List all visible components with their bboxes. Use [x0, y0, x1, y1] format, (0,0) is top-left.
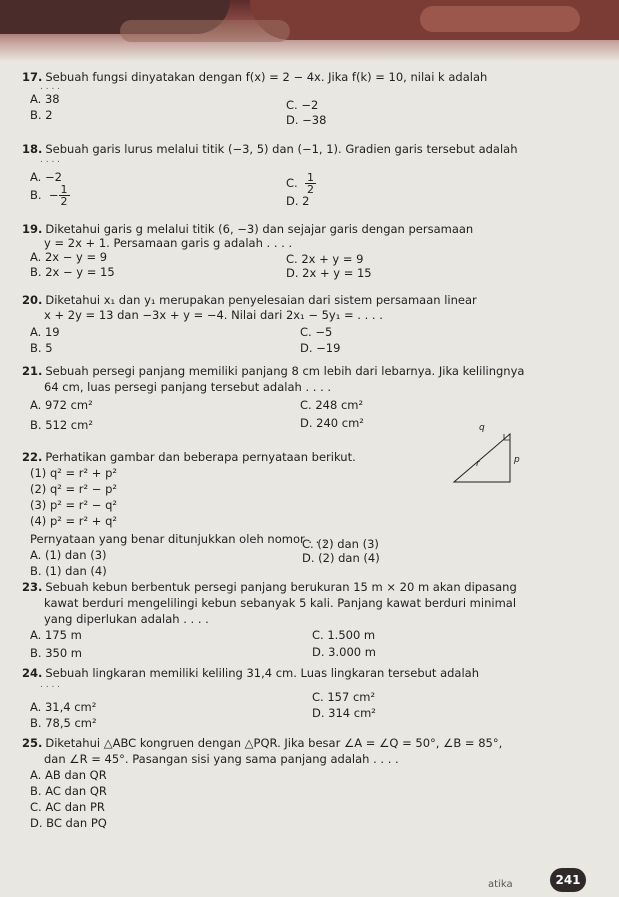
q25-option-c: C. AC dan PR [30, 800, 105, 814]
q19-option-b: B. 2x − y = 15 [30, 265, 115, 279]
q22-statement-1: (1) q² = r² + p² [30, 466, 117, 480]
q21-option-d: D. 240 cm² [300, 416, 364, 430]
right-triangle-figure [448, 420, 518, 486]
q17-option-a: A. 38 [30, 92, 60, 106]
q21-stem-line2: 64 cm, luas persegi panjang tersebut adalah . . . . [44, 380, 332, 394]
q20-stem-line1: 20. Diketahui x₁ dan y₁ merupakan penyelesaian dari sistem persamaan linear [22, 293, 477, 307]
q21-option-b: B. 512 cm² [30, 418, 93, 432]
triangle-label-r: r [476, 459, 480, 469]
q21-option-c: C. 248 cm² [300, 398, 364, 412]
q19-option-a: A. 2x − y = 9 [30, 250, 108, 264]
q18-stem: 18. Sebuah garis lurus melalui titik (−3, 5) dan (−1, 1). Gradien garis tersebut adalah [22, 142, 518, 156]
q21-stem-line1: 21. Sebuah persegi panjang memiliki panjang 8 cm lebih dari lebarnya. Jika kelilingnya [22, 364, 525, 378]
q22-statement-4: (4) p² = r² + q² [30, 514, 117, 528]
triangle-label-q: q [479, 423, 485, 433]
q22-stem: 22. Perhatikan gambar dan beberapa pernyataan berikut. [22, 450, 356, 464]
q20-option-b: B. 5 [30, 341, 53, 355]
q24-dots: . . . . [40, 680, 61, 690]
q23-option-c: C. 1.500 m [312, 628, 376, 642]
q24-option-c: C. 157 cm² [312, 690, 376, 704]
q20-option-c: C. −5 [300, 325, 333, 339]
q22-option-a: A. (1) dan (3) [30, 548, 107, 562]
q24-option-b: B. 78,5 cm² [30, 716, 97, 730]
q18-option-b: B. − $\frac{1}{2}$ [30, 183, 68, 208]
q23-stem-line2: kawat berduri mengelilingi kebun sebanyak 5 kali. Panjang kawat berduri minimal [44, 596, 517, 610]
q17-option-b: B. 2 [30, 108, 53, 122]
q17-stem: 17. Sebuah fungsi dinyatakan dengan f(x) = 2 − 4x. Jika f(k) = 10, nilai k adalah [22, 70, 488, 84]
q18-dots: . . . . [40, 155, 61, 165]
q22-statement-3: (3) p² = r² − q² [30, 498, 117, 512]
q23-option-d: D. 3.000 m [312, 645, 376, 659]
q20-option-a: A. 19 [30, 325, 60, 339]
q23-option-a: A. 175 m [30, 628, 82, 642]
q22-statement-2: (2) q² = r² − p² [30, 482, 117, 496]
q25-stem-line2: dan ∠R = 45°. Pasangan sisi yang sama panjang adalah . . . . [44, 752, 399, 766]
triangle-outline [454, 434, 510, 482]
q24-stem: 24. Sebuah lingkaran memiliki keliling 31,4 cm. Luas lingkaran tersebut adalah [22, 666, 480, 680]
q19-option-c: C. 2x + y = 9 [286, 252, 364, 266]
q17-dots: . . . . [40, 82, 61, 92]
q24-option-a: A. 31,4 cm² [30, 700, 97, 714]
triangle-label-p: p [514, 455, 520, 465]
q19-stem-line2: y = 2x + 1. Persamaan garis g adalah . . . . [44, 236, 293, 250]
q20-stem-line2: x + 2y = 13 dan −3x + y = −4. Nilai dari 2x₁ − 5y₁ = . . . . [44, 308, 383, 322]
q19-stem-line1: 19. Diketahui garis g melalui titik (6, −3) dan sejajar garis dengan persamaan [22, 222, 474, 236]
q23-option-b: B. 350 m [30, 646, 83, 660]
q20-option-d: D. −19 [300, 341, 341, 355]
q22-option-b: B. (1) dan (4) [30, 564, 107, 578]
q22-question: Pernyataan yang benar ditunjukkan oleh nomor . . . . [30, 532, 334, 546]
q22-option-d: D. (2) dan (4) [302, 551, 380, 565]
q21-option-a: A. 972 cm² [30, 398, 93, 412]
q23-stem-line1: 23. Sebuah kebun berbentuk persegi panjang berukuran 15 m × 20 m akan dipasang [22, 580, 517, 594]
q25-option-a: A. AB dan QR [30, 768, 107, 782]
q23-stem-line3: yang diperlukan adalah . . . . [44, 612, 209, 626]
q19-option-d: D. 2x + y = 15 [286, 266, 372, 280]
q17-option-d: D. −38 [286, 113, 327, 127]
q18-option-a: A. −2 [30, 170, 62, 184]
page-number-badge: 241 [550, 868, 586, 892]
q18-option-d: D. 2 [286, 194, 310, 208]
q25-option-d: D. BC dan PQ [30, 816, 107, 830]
footer-subject-text: atika [488, 879, 513, 890]
q22-option-c: C. (2) dan (3) [302, 537, 379, 551]
q25-option-b: B. AC dan QR [30, 784, 107, 798]
q25-stem-line1: 25. Diketahui △ABC kongruen dengan △PQR. Jika besar ∠A = ∠Q = 50°, ∠B = 85°, [22, 736, 503, 750]
q18-option-c: C. $\frac{1}{2}$ [286, 171, 314, 196]
q17-option-c: C. −2 [286, 98, 319, 112]
decorative-header-banner [0, 0, 619, 62]
q24-option-d: D. 314 cm² [312, 706, 376, 720]
